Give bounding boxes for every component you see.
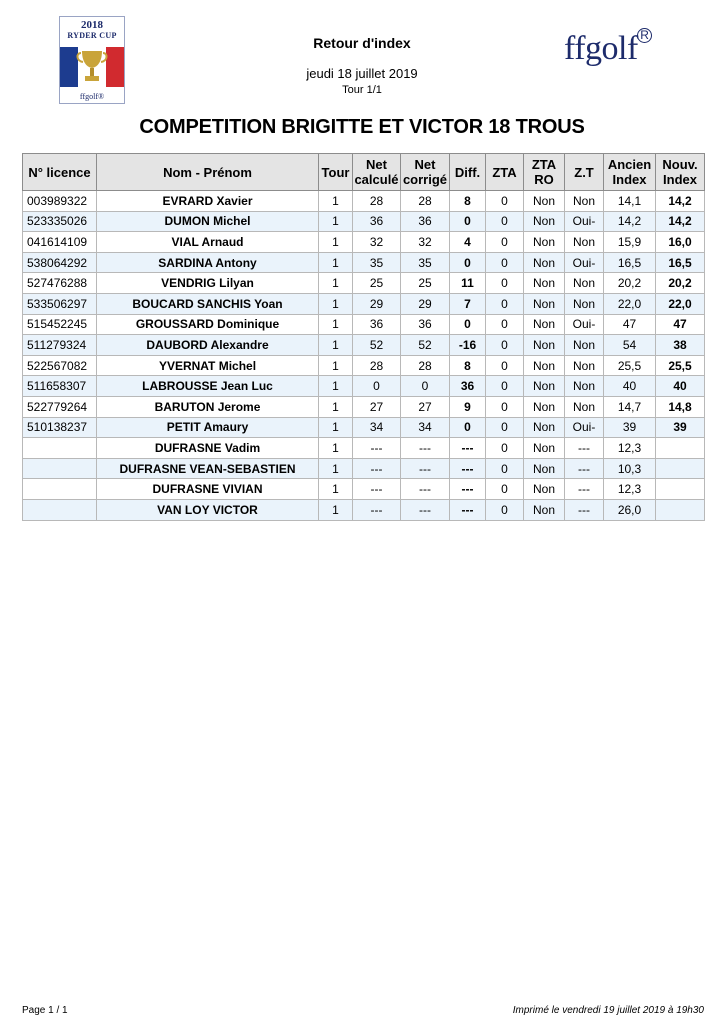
competition-title: COMPETITION BRIGITTE ET VICTOR 18 TROUS bbox=[139, 116, 585, 138]
cell-zt: --- bbox=[565, 499, 604, 520]
cell-net-calcule: --- bbox=[353, 479, 401, 500]
cell-net-calcule: 28 bbox=[353, 191, 401, 212]
cell-zta: 0 bbox=[486, 438, 524, 459]
cell-tour: 1 bbox=[319, 396, 353, 417]
cell-ancien-index: 54 bbox=[604, 335, 656, 356]
cell-tour: 1 bbox=[319, 417, 353, 438]
cell-name: VENDRIG Lilyan bbox=[97, 273, 319, 294]
header-ancien-index: Ancien Index bbox=[604, 154, 656, 191]
cell-net-calcule: 29 bbox=[353, 293, 401, 314]
cell-tour: 1 bbox=[319, 273, 353, 294]
cell-licence: 522567082 bbox=[23, 355, 97, 376]
cell-zta-ro: Non bbox=[524, 396, 565, 417]
cell-net-corrige: 35 bbox=[401, 252, 450, 273]
header-licence: N° licence bbox=[23, 154, 97, 191]
cell-zta-ro: Non bbox=[524, 355, 565, 376]
cell-zt: --- bbox=[565, 438, 604, 459]
header-zta: ZTA bbox=[486, 154, 524, 191]
cell-zt: Non bbox=[565, 232, 604, 253]
cell-zt: --- bbox=[565, 458, 604, 479]
ryder-cup-year: 2018 bbox=[81, 19, 103, 31]
cell-zta-ro: Non bbox=[524, 499, 565, 520]
cell-ancien-index: 15,9 bbox=[604, 232, 656, 253]
cell-net-calcule: 52 bbox=[353, 335, 401, 356]
cell-ancien-index: 40 bbox=[604, 376, 656, 397]
cell-name: LABROUSSE Jean Luc bbox=[97, 376, 319, 397]
cell-net-calcule: 28 bbox=[353, 355, 401, 376]
cell-zta: 0 bbox=[486, 479, 524, 500]
document-date: jeudi 18 juillet 2019 bbox=[306, 66, 418, 81]
cell-net-corrige: --- bbox=[401, 438, 450, 459]
cell-tour: 1 bbox=[319, 211, 353, 232]
cell-zta-ro: Non bbox=[524, 232, 565, 253]
cell-diff: --- bbox=[450, 458, 486, 479]
cell-nouv-index: 38 bbox=[656, 335, 705, 356]
cell-net-corrige: 36 bbox=[401, 314, 450, 335]
table-row bbox=[23, 211, 705, 232]
cell-tour: 1 bbox=[319, 314, 353, 335]
cell-diff: --- bbox=[450, 438, 486, 459]
cell-tour: 1 bbox=[319, 438, 353, 459]
cell-licence: 515452245 bbox=[23, 314, 97, 335]
cell-net-corrige: 36 bbox=[401, 211, 450, 232]
cell-zta-ro: Non bbox=[524, 211, 565, 232]
cell-nouv-index bbox=[656, 458, 705, 479]
cell-zta-ro: Non bbox=[524, 417, 565, 438]
cell-zt: Non bbox=[565, 293, 604, 314]
cell-tour: 1 bbox=[319, 376, 353, 397]
cell-diff: 9 bbox=[450, 396, 486, 417]
cell-net-calcule: 34 bbox=[353, 417, 401, 438]
cell-tour: 1 bbox=[319, 499, 353, 520]
cell-diff: --- bbox=[450, 499, 486, 520]
cell-ancien-index: 39 bbox=[604, 417, 656, 438]
cell-licence: 527476288 bbox=[23, 273, 97, 294]
document-title: Retour d'index bbox=[313, 35, 411, 51]
header-nouv-index: Nouv. Index bbox=[656, 154, 705, 191]
cell-net-corrige: 25 bbox=[401, 273, 450, 294]
cell-licence: 523335026 bbox=[23, 211, 97, 232]
cell-zt: Non bbox=[565, 191, 604, 212]
cell-tour: 1 bbox=[319, 335, 353, 356]
cell-ancien-index: 25,5 bbox=[604, 355, 656, 376]
cell-net-corrige: 34 bbox=[401, 417, 450, 438]
cell-net-corrige: 0 bbox=[401, 376, 450, 397]
cell-zta: 0 bbox=[486, 458, 524, 479]
table-row bbox=[23, 191, 705, 212]
cell-nouv-index: 25,5 bbox=[656, 355, 705, 376]
cell-zta: 0 bbox=[486, 293, 524, 314]
table-row bbox=[23, 232, 705, 253]
cell-zta-ro: Non bbox=[524, 273, 565, 294]
cell-ancien-index: 22,0 bbox=[604, 293, 656, 314]
table-row bbox=[23, 252, 705, 273]
registered-mark-icon: R bbox=[637, 28, 652, 43]
cell-net-calcule: 32 bbox=[353, 232, 401, 253]
cell-ancien-index: 47 bbox=[604, 314, 656, 335]
cell-net-calcule: 35 bbox=[353, 252, 401, 273]
header-zt: Z.T bbox=[565, 154, 604, 191]
cell-licence bbox=[23, 458, 97, 479]
ryder-cup-name: RYDER CUP bbox=[67, 31, 117, 40]
cell-zta-ro: Non bbox=[524, 335, 565, 356]
cell-diff: 4 bbox=[450, 232, 486, 253]
cell-net-corrige: 32 bbox=[401, 232, 450, 253]
cell-name: DAUBORD Alexandre bbox=[97, 335, 319, 356]
cell-net-corrige: --- bbox=[401, 479, 450, 500]
ffgolf-logo-text: ffgolf bbox=[564, 30, 638, 67]
cell-net-calcule: 36 bbox=[353, 314, 401, 335]
cell-tour: 1 bbox=[319, 458, 353, 479]
cell-net-corrige: 28 bbox=[401, 355, 450, 376]
cell-ancien-index: 16,5 bbox=[604, 252, 656, 273]
cell-zt: Non bbox=[565, 273, 604, 294]
cell-licence: 041614109 bbox=[23, 232, 97, 253]
cell-zta: 0 bbox=[486, 191, 524, 212]
header-name: Nom - Prénom bbox=[97, 154, 319, 191]
cell-diff: 0 bbox=[450, 211, 486, 232]
cell-nouv-index bbox=[656, 479, 705, 500]
header-diff: Diff. bbox=[450, 154, 486, 191]
cell-tour: 1 bbox=[319, 232, 353, 253]
cell-diff: 7 bbox=[450, 293, 486, 314]
cell-tour: 1 bbox=[319, 252, 353, 273]
cell-licence: 533506297 bbox=[23, 293, 97, 314]
table-row bbox=[23, 335, 705, 356]
round-indicator: Tour 1/1 bbox=[342, 84, 382, 96]
cell-zta-ro: Non bbox=[524, 252, 565, 273]
cell-name: DUMON Michel bbox=[97, 211, 319, 232]
cell-nouv-index: 14,2 bbox=[656, 211, 705, 232]
cell-net-corrige: --- bbox=[401, 499, 450, 520]
table-row bbox=[23, 417, 705, 438]
cell-licence: 510138237 bbox=[23, 417, 97, 438]
cell-ancien-index: 12,3 bbox=[604, 438, 656, 459]
cell-zt: Oui- bbox=[565, 314, 604, 335]
cell-name: VAN LOY VICTOR bbox=[97, 499, 319, 520]
cell-net-corrige: --- bbox=[401, 458, 450, 479]
cell-nouv-index: 14,2 bbox=[656, 191, 705, 212]
cell-tour: 1 bbox=[319, 355, 353, 376]
cell-zta: 0 bbox=[486, 273, 524, 294]
cell-zta-ro: Non bbox=[524, 458, 565, 479]
cell-net-corrige: 52 bbox=[401, 335, 450, 356]
cell-name: BARUTON Jerome bbox=[97, 396, 319, 417]
cell-name: EVRARD Xavier bbox=[97, 191, 319, 212]
ryder-cup-ffgolf: ffgolf® bbox=[79, 92, 105, 101]
cell-zta: 0 bbox=[486, 499, 524, 520]
cell-nouv-index bbox=[656, 499, 705, 520]
table-row bbox=[23, 376, 705, 397]
cell-diff: 0 bbox=[450, 252, 486, 273]
cell-zta: 0 bbox=[486, 376, 524, 397]
cell-zta: 0 bbox=[486, 314, 524, 335]
cell-net-corrige: 28 bbox=[401, 191, 450, 212]
cell-name: PETIT Amaury bbox=[97, 417, 319, 438]
cell-name: BOUCARD SANCHIS Yoan bbox=[97, 293, 319, 314]
table-row bbox=[23, 314, 705, 335]
cell-net-calcule: 36 bbox=[353, 211, 401, 232]
cell-zta-ro: Non bbox=[524, 191, 565, 212]
cell-licence bbox=[23, 479, 97, 500]
cell-tour: 1 bbox=[319, 293, 353, 314]
table-row bbox=[23, 458, 705, 479]
cell-net-calcule: --- bbox=[353, 499, 401, 520]
cell-ancien-index: 14,1 bbox=[604, 191, 656, 212]
print-timestamp: Imprimé le vendredi 19 juillet 2019 à 19h30 bbox=[512, 1005, 704, 1016]
cell-zta: 0 bbox=[486, 335, 524, 356]
table-row bbox=[23, 396, 705, 417]
cell-licence: 003989322 bbox=[23, 191, 97, 212]
cell-licence bbox=[23, 499, 97, 520]
table-row bbox=[23, 273, 705, 294]
cell-net-calcule: 27 bbox=[353, 396, 401, 417]
cell-zta-ro: Non bbox=[524, 376, 565, 397]
cell-zt: Oui- bbox=[565, 252, 604, 273]
cell-nouv-index: 22,0 bbox=[656, 293, 705, 314]
cell-ancien-index: 12,3 bbox=[604, 479, 656, 500]
cell-ancien-index: 14,2 bbox=[604, 211, 656, 232]
header-net-calcule: Net calculé bbox=[353, 154, 401, 191]
cell-zta: 0 bbox=[486, 417, 524, 438]
cell-zt: Non bbox=[565, 335, 604, 356]
cell-zta-ro: Non bbox=[524, 293, 565, 314]
table-row bbox=[23, 438, 705, 459]
cell-zt: Non bbox=[565, 376, 604, 397]
cell-name: DUFRASNE VEAN-SEBASTIEN bbox=[97, 458, 319, 479]
cell-net-calcule: 25 bbox=[353, 273, 401, 294]
cell-nouv-index bbox=[656, 438, 705, 459]
cell-diff: 8 bbox=[450, 191, 486, 212]
cell-zta-ro: Non bbox=[524, 314, 565, 335]
cell-diff: 0 bbox=[450, 314, 486, 335]
cell-diff: 8 bbox=[450, 355, 486, 376]
cell-zt: Oui- bbox=[565, 417, 604, 438]
table-row bbox=[23, 293, 705, 314]
cell-net-calcule: --- bbox=[353, 458, 401, 479]
cell-nouv-index: 16,5 bbox=[656, 252, 705, 273]
cell-licence bbox=[23, 438, 97, 459]
cell-licence: 511658307 bbox=[23, 376, 97, 397]
cell-nouv-index: 47 bbox=[656, 314, 705, 335]
cell-tour: 1 bbox=[319, 479, 353, 500]
cell-name: SARDINA Antony bbox=[97, 252, 319, 273]
cell-zta: 0 bbox=[486, 252, 524, 273]
cell-name: VIAL Arnaud bbox=[97, 232, 319, 253]
cell-nouv-index: 20,2 bbox=[656, 273, 705, 294]
cell-ancien-index: 20,2 bbox=[604, 273, 656, 294]
page-number: Page 1 / 1 bbox=[22, 1005, 68, 1016]
cell-nouv-index: 40 bbox=[656, 376, 705, 397]
cell-net-corrige: 29 bbox=[401, 293, 450, 314]
cell-zt: Non bbox=[565, 396, 604, 417]
cell-tour: 1 bbox=[319, 191, 353, 212]
cell-net-corrige: 27 bbox=[401, 396, 450, 417]
table-row bbox=[23, 355, 705, 376]
cell-diff: -16 bbox=[450, 335, 486, 356]
results-table bbox=[22, 153, 705, 521]
cell-zta: 0 bbox=[486, 355, 524, 376]
cell-net-calcule: --- bbox=[353, 438, 401, 459]
table-row bbox=[23, 479, 705, 500]
cell-name: GROUSSARD Dominique bbox=[97, 314, 319, 335]
cell-zta: 0 bbox=[486, 232, 524, 253]
cell-licence: 511279324 bbox=[23, 335, 97, 356]
cell-zt: Oui- bbox=[565, 211, 604, 232]
table-row bbox=[23, 499, 705, 520]
ffgolf-logo bbox=[564, 28, 649, 68]
header-tour: Tour bbox=[319, 154, 353, 191]
cell-licence: 538064292 bbox=[23, 252, 97, 273]
cell-ancien-index: 26,0 bbox=[604, 499, 656, 520]
cell-nouv-index: 14,8 bbox=[656, 396, 705, 417]
cell-zta-ro: Non bbox=[524, 438, 565, 459]
cell-diff: --- bbox=[450, 479, 486, 500]
cell-nouv-index: 16,0 bbox=[656, 232, 705, 253]
cell-diff: 0 bbox=[450, 417, 486, 438]
cell-ancien-index: 14,7 bbox=[604, 396, 656, 417]
cell-zt: Non bbox=[565, 355, 604, 376]
cell-name: DUFRASNE Vadim bbox=[97, 438, 319, 459]
header-zta-ro: ZTA RO bbox=[524, 154, 565, 191]
cell-zta-ro: Non bbox=[524, 479, 565, 500]
cell-name: DUFRASNE VIVIAN bbox=[97, 479, 319, 500]
cell-zt: --- bbox=[565, 479, 604, 500]
cell-ancien-index: 10,3 bbox=[604, 458, 656, 479]
table-header-row bbox=[23, 154, 705, 191]
cell-licence: 522779264 bbox=[23, 396, 97, 417]
cell-nouv-index: 39 bbox=[656, 417, 705, 438]
header-net-corrige: Net corrigé bbox=[401, 154, 450, 191]
cell-diff: 36 bbox=[450, 376, 486, 397]
cell-net-calcule: 0 bbox=[353, 376, 401, 397]
cell-zta: 0 bbox=[486, 211, 524, 232]
cell-diff: 11 bbox=[450, 273, 486, 294]
cell-zta: 0 bbox=[486, 396, 524, 417]
cell-name: YVERNAT Michel bbox=[97, 355, 319, 376]
